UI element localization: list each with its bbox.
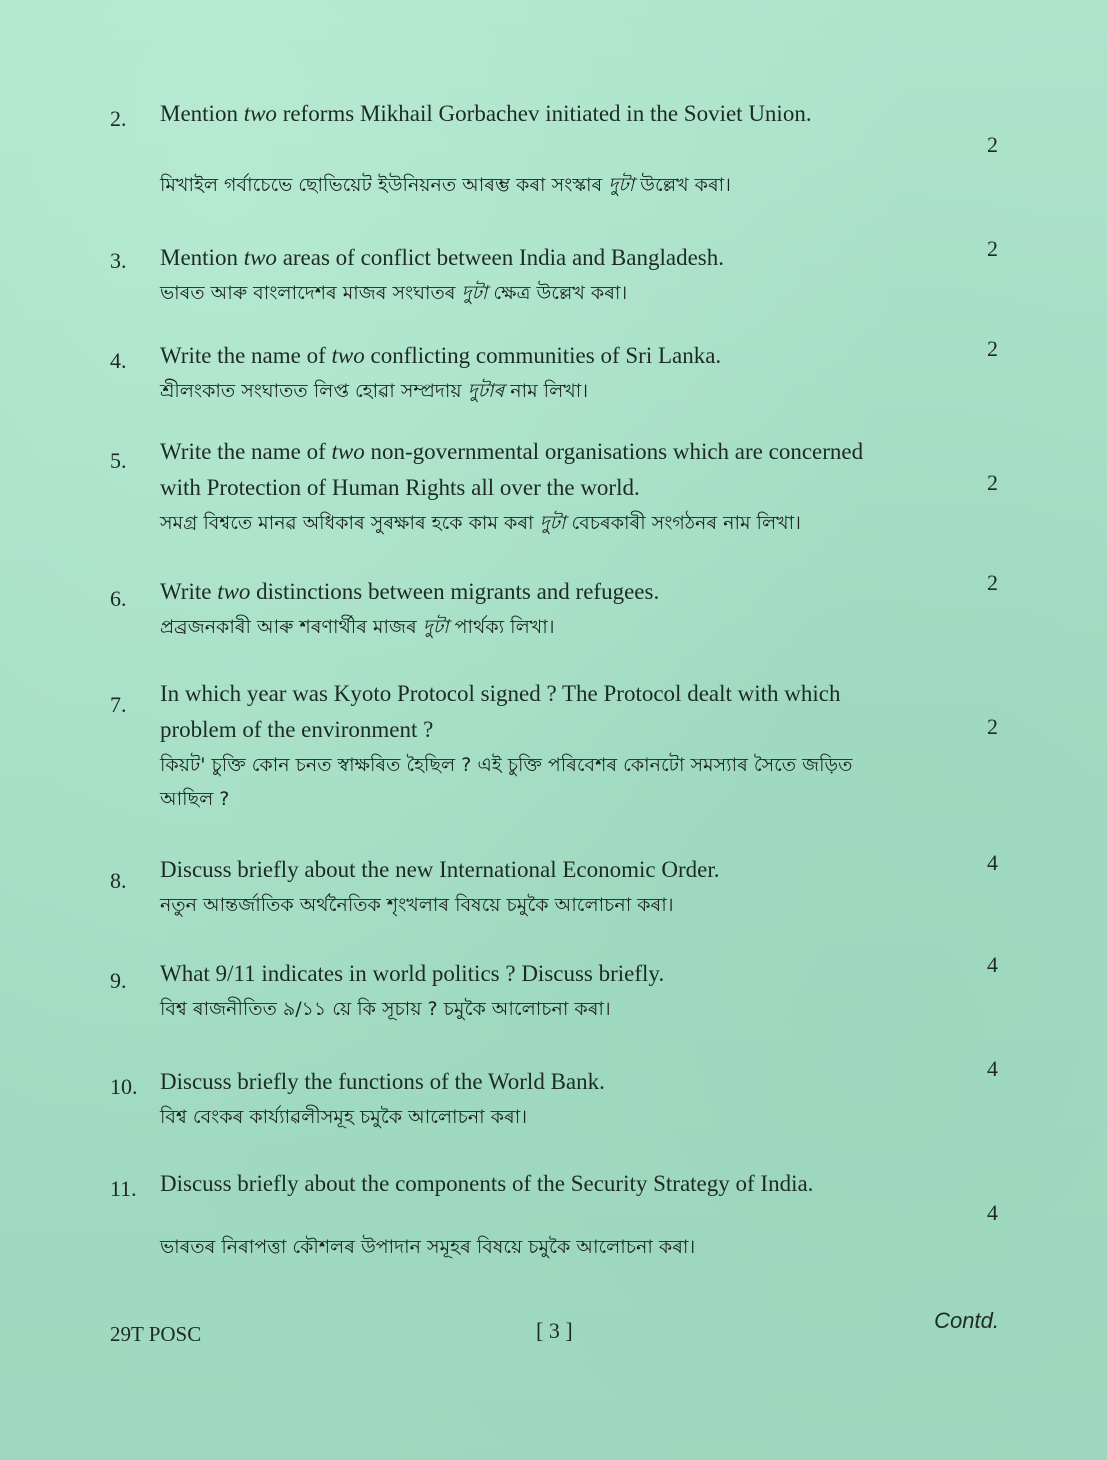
marks: 2 bbox=[987, 336, 998, 361]
emphasis-bn: দুটা bbox=[539, 512, 566, 534]
emphasis: two bbox=[331, 439, 365, 464]
question-text-bn: ভাৰত আৰু বাংলাদেশৰ মাজৰ সংঘাতৰ দুটা ক্ষেত্ৰ উল্লেখ কৰা। bbox=[160, 282, 628, 304]
question-number: 11. bbox=[110, 1176, 137, 1201]
question-number: 8. bbox=[110, 868, 127, 893]
marks: 4 bbox=[987, 850, 998, 875]
page-number: [ 3 ] bbox=[536, 1318, 573, 1343]
question-text-bn: প্ৰব্ৰজনকাৰী আৰু শৰণাৰ্থীৰ মাজৰ দুটা পাৰ্থক্য লিখা। bbox=[160, 616, 555, 638]
question-text-bn: ভাৰতৰ নিৰাপত্তা কৌশলৰ উপাদান সমূহৰ বিষয়ে চমুকৈ আলোচনা কৰা। bbox=[160, 1236, 696, 1258]
question-number: 3. bbox=[110, 248, 127, 273]
emphasis: two bbox=[331, 343, 365, 368]
marks: 2 bbox=[987, 236, 998, 261]
emphasis: two bbox=[243, 101, 277, 126]
question-text-en-line1: In which year was Kyoto Protocol signed ? The Protocol dealt with which bbox=[160, 681, 841, 706]
continued-label: Contd. bbox=[934, 1308, 999, 1333]
emphasis-bn: দুটাৰ bbox=[467, 380, 505, 402]
marks: 4 bbox=[987, 952, 998, 977]
question-text-en: Write the name of two conflicting communities of Sri Lanka. bbox=[160, 343, 722, 368]
question-text-bn: শ্ৰীলংকাত সংঘাতত লিপ্ত হোৱা সম্প্ৰদায় দুটাৰ নাম লিখা। bbox=[160, 380, 589, 402]
marks: 4 bbox=[987, 1200, 998, 1225]
emphasis-bn: দুটা bbox=[422, 616, 449, 638]
emphasis: two bbox=[243, 245, 277, 270]
question-text-en: Mention two reforms Mikhail Gorbachev initiated in the Soviet Union. bbox=[160, 101, 812, 126]
question-text-bn-line2: আছিল ? bbox=[160, 788, 230, 810]
marks: 2 bbox=[987, 470, 998, 495]
question-number: 6. bbox=[110, 586, 127, 611]
question-text-en: What 9/11 indicates in world politics ? Discuss briefly. bbox=[160, 961, 665, 986]
marks: 2 bbox=[987, 132, 998, 157]
paper-code: 29T POSC bbox=[110, 1322, 202, 1346]
marks: 4 bbox=[987, 1056, 998, 1081]
question-text-en-line2: problem of the environment ? bbox=[160, 717, 434, 742]
question-number: 7. bbox=[110, 692, 127, 717]
question-text-en-line1: Write the name of two non-governmental organisations which are concerned bbox=[160, 439, 864, 464]
question-number: 2. bbox=[110, 106, 127, 131]
emphasis-bn: দুটা bbox=[461, 282, 488, 304]
question-text-bn: মিখাইল গৰ্বাচেভে ছোভিয়েট ইউনিয়নত আৰম্ভ কৰা সংস্কাৰ দুটা উল্লেখ কৰা। bbox=[160, 174, 731, 196]
question-text-en: Write two distinctions between migrants and refugees. bbox=[160, 579, 660, 604]
emphasis-bn: দুটা bbox=[608, 174, 635, 196]
question-text-en: Discuss briefly the functions of the World Bank. bbox=[160, 1069, 605, 1094]
marks: 2 bbox=[987, 714, 998, 739]
question-text-bn: বিশ্ব ৰাজনীতিত ৯/১১ য়ে কি সূচায় ? চমুকৈ আলোচনা কৰা। bbox=[160, 998, 611, 1020]
emphasis: two bbox=[217, 579, 251, 604]
question-number: 9. bbox=[110, 968, 127, 993]
question-text-en: Discuss briefly about the components of the Security Strategy of India. bbox=[160, 1171, 814, 1196]
question-text-en-line2: with Protection of Human Rights all over the world. bbox=[160, 475, 640, 500]
question-number: 5. bbox=[110, 448, 127, 473]
question-text-bn: নতুন আন্তৰ্জাতিক অৰ্থনৈতিক শৃংখলাৰ বিষয়ে চমুকৈ আলোচনা কৰা। bbox=[160, 894, 674, 916]
question-text-bn: বিশ্ব বেংকৰ কাৰ্য্যাৱলীসমূহ চমুকৈ আলোচনা কৰা। bbox=[160, 1106, 528, 1128]
question-number: 4. bbox=[110, 348, 127, 373]
marks: 2 bbox=[987, 570, 998, 595]
question-text-en: Discuss briefly about the new International Economic Order. bbox=[160, 857, 720, 882]
question-text-bn-line1: কিয়ট' চুক্তি কোন চনত স্বাক্ষৰিত হৈছিল ? এই চুক্তি পৰিবেশৰ কোনটো সমস্যাৰ সৈতে জড়িত bbox=[160, 754, 853, 776]
question-text-en: Mention two areas of conflict between India and Bangladesh. bbox=[160, 245, 724, 270]
question-text-bn: সমগ্ৰ বিশ্বতে মানৱ অধিকাৰ সুৰক্ষাৰ হকে কাম কৰা দুটা বেচৰকাৰী সংগঠনৰ নাম লিখা। bbox=[160, 512, 801, 534]
question-number: 10. bbox=[110, 1074, 138, 1099]
